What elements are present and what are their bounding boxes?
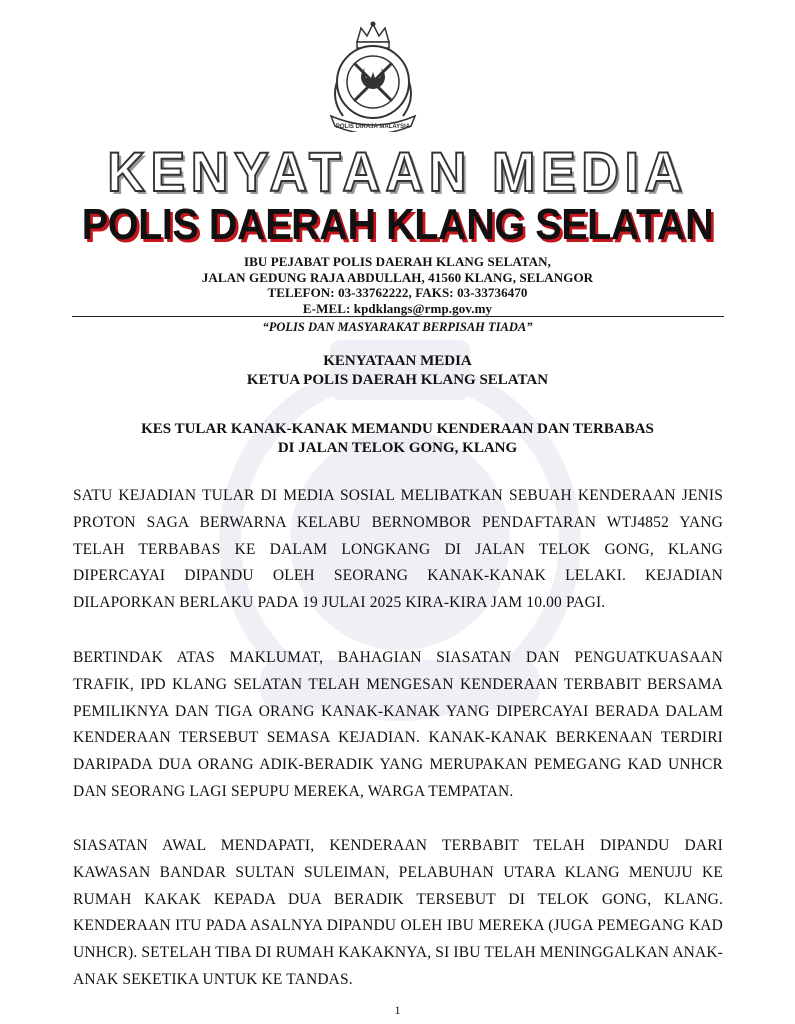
statement-heading-line1: KENYATAAN MEDIA: [323, 353, 472, 369]
case-title-line2: DI JALAN TELOK GONG, KLANG: [277, 440, 518, 456]
statement-heading: [0, 352, 795, 390]
press-release-title: KENYATAAN MEDIA: [107, 140, 688, 203]
case-title: [0, 420, 795, 458]
header-divider: [72, 316, 724, 317]
address-line-office: IBU PEJABAT POLIS DAERAH KLANG SELATAN,: [243, 254, 552, 269]
office-address-block: [0, 254, 795, 316]
body-paragraph-1: SATU KEJADIAN TULAR DI MEDIA SOSIAL MELIBATKAN SEBUAH KENDERAAN JENIS PROTON SAGA BERWARNA KELABU BERNOMBOR PENDAFTARAN WTJ4852 YANG TELAH TERBABAS KE DALAM LONGKANG DI JALAN TELOK GONG, KLANG DIPERCAYAI DIPANDU OLEH SEORANG KANAK-KANAK LELAKI. KEJADIAN DILAPORKAN BERLAKU PADA 19 JULAI 2025 KIRA-KIRA JAM 10.00 PAGI.: [73, 487, 723, 612]
statement-heading-line2: KETUA POLIS DAERAH KLANG SELATAN: [246, 372, 549, 388]
body-paragraph-3: SIASATAN AWAL MENDAPATI, KENDERAAN TERBABIT TELAH DIPANDU DARI KAWASAN BANDAR SULTAN SULEIMAN, PELABUHAN UTARA KLANG MENUJU KE RUMAH KAKAK KEPADA DUA BERADIK TERSEBUT DI TELOK GONG, KLANG. KENDERAAN ITU PADA ASALNYA DIPANDU OLEH IBU MEREKA (JUGA PEMEGANG KAD UNHCR). SETELAH TIBA DI RUMAH KAKAKNYA, SI IBU TELAH MENINGGALKAN ANAK-ANAK SEKETIKA UNTUK KE TANDAS.: [73, 837, 723, 988]
district-police-title: POLIS DAERAH KLANG SELATAN: [81, 200, 714, 249]
police-crest-logo: [321, 20, 425, 132]
body-paragraph-2: BERTINDAK ATAS MAKLUMAT, BAHAGIAN SIASATAN DAN PENGUATKUASAAN TRAFIK, IPD KLANG SELATAN TELAH MENGESAN KENDERAAN TERBABIT BERSAMA PEMILIKNYA DAN TIGA ORANG KANAK-KANAK YANG DIPERCAYAI BERADA DALAM KENDERAAN TERSEBUT SEMASA KEJADIAN. KANAK-KANAK BERKENAAN TERDIRI DARIPADA DUA ORANG ADIK-BERADIK YANG MERUPAKAN PEMEGANG KAD UNHCR DAN SEORANG LAGI SEPUPU MEREKA, WARGA TEMPATAN.: [73, 649, 723, 800]
case-title-line1: KES TULAR KANAK-KANAK MEMANDU KENDERAAN DAN TERBABAS: [141, 421, 654, 437]
address-line-street: JALAN GEDUNG RAJA ABDULLAH, 41560 KLANG, SELANGOR: [201, 269, 594, 285]
page-number: 1: [394, 1003, 401, 1017]
crest-scroll-text: POLIS DIRAJA MALAYSIA: [335, 124, 411, 130]
address-line-phone-fax: TELEFON: 03-33762222, FAKS: 03-33736470: [267, 285, 528, 300]
address-line-email: E-MEL: kpdklangs@rmp.gov.my: [302, 300, 493, 316]
police-motto: “POLIS DAN MASYARAKAT BERPISAH TIADA”: [262, 320, 533, 334]
